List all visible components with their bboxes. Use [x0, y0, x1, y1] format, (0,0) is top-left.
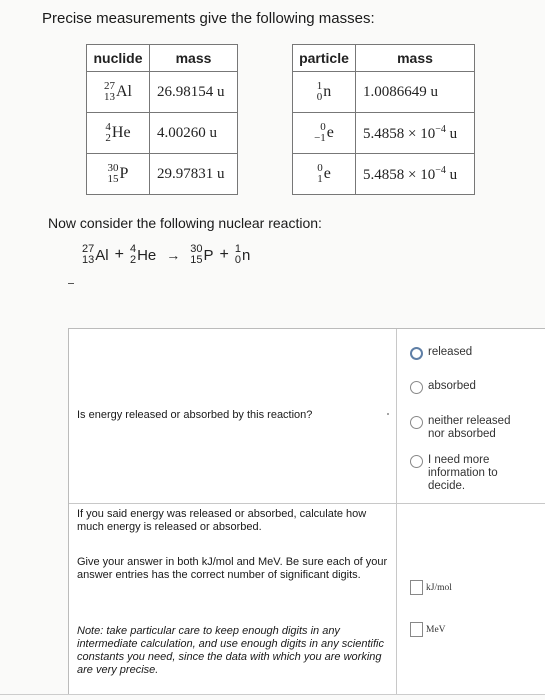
nuclide-he4: 4 2 He — [87, 113, 150, 154]
mass-al27: 26.98154 u — [150, 72, 238, 113]
answer-panel — [68, 328, 545, 695]
nuclear-reaction-equation — [82, 244, 250, 266]
particle-neutron: 1 0 n — [293, 72, 356, 113]
divider-mark — [68, 283, 74, 284]
row-divider — [69, 503, 545, 504]
option-need-more-info[interactable]: I need more information to decide. — [410, 454, 510, 493]
option-neither[interactable]: neither released nor absorbed — [410, 415, 526, 441]
radio-icon[interactable] — [410, 455, 423, 468]
page-bottom-border — [0, 694, 545, 695]
instruction-text: Give your answer in both kJ/mol and MeV. Be sure each of your answer entries has the correct number of significant digits. — [77, 556, 388, 581]
particle-positron: 0 1 e — [293, 154, 356, 195]
option-released[interactable]: released — [410, 346, 472, 360]
mass-electron: $5.4858 \times 10^{-4}$ u — [356, 113, 475, 154]
reaction-intro: Now consider the following nuclear reaction: — [48, 215, 322, 231]
particle-electron: 0 −1 e — [293, 113, 356, 154]
mev-input[interactable] — [410, 622, 423, 637]
particle-header: particle — [293, 45, 356, 72]
question-energy-amount: If you said energy was released or absorbed, calculate how much energy is released or absorbed. — [77, 508, 367, 533]
mass-header: mass — [150, 45, 238, 72]
reaction-arrow: → — [166, 247, 181, 263]
plus-sign: + — [219, 246, 229, 263]
mev-answer[interactable]: MeV — [410, 622, 446, 637]
nuclide-p30: 30 15 P — [87, 154, 150, 195]
particle-mass-header: mass — [356, 45, 475, 72]
plus-sign: + — [114, 246, 124, 263]
option-absorbed[interactable]: absorbed — [410, 380, 476, 394]
intro-text: Precise measurements give the following masses: — [42, 10, 375, 27]
nuclide-al27: 27 13 Al — [87, 72, 150, 113]
column-divider — [396, 329, 397, 694]
question-energy-direction: Is energy released or absorbed by this reaction? — [77, 409, 313, 421]
kj-per-mol-answer[interactable]: kJ/mol — [410, 580, 452, 595]
particle-mass-table — [292, 44, 475, 195]
radio-icon[interactable] — [410, 347, 423, 360]
mass-p30: 29.97831 u — [150, 154, 238, 195]
kj-per-mol-input[interactable] — [410, 580, 423, 595]
mass-he4: 4.00260 u — [150, 113, 238, 154]
radio-icon[interactable] — [410, 416, 423, 429]
nuclide-mass-table — [86, 44, 238, 195]
decorative-dot — [387, 413, 389, 415]
reactant-al27: 27 13 Al — [82, 243, 109, 266]
nuclide-header: nuclide — [87, 45, 150, 72]
reactant-he4: 4 2 He — [129, 243, 157, 266]
product-neutron: 1 0 n — [234, 243, 251, 266]
mass-neutron: 1.0086649 u — [356, 72, 475, 113]
mass-positron: $5.4858 \times 10^{-4}$ u — [356, 154, 475, 195]
product-p30: 30 15 P — [190, 243, 214, 266]
radio-icon[interactable] — [410, 381, 423, 394]
note-text: Note: take particular care to keep enough digits in any intermediate calculation, and use enough digits in any scientific constants you need, since the data with which you are working are very precise. — [77, 625, 384, 676]
